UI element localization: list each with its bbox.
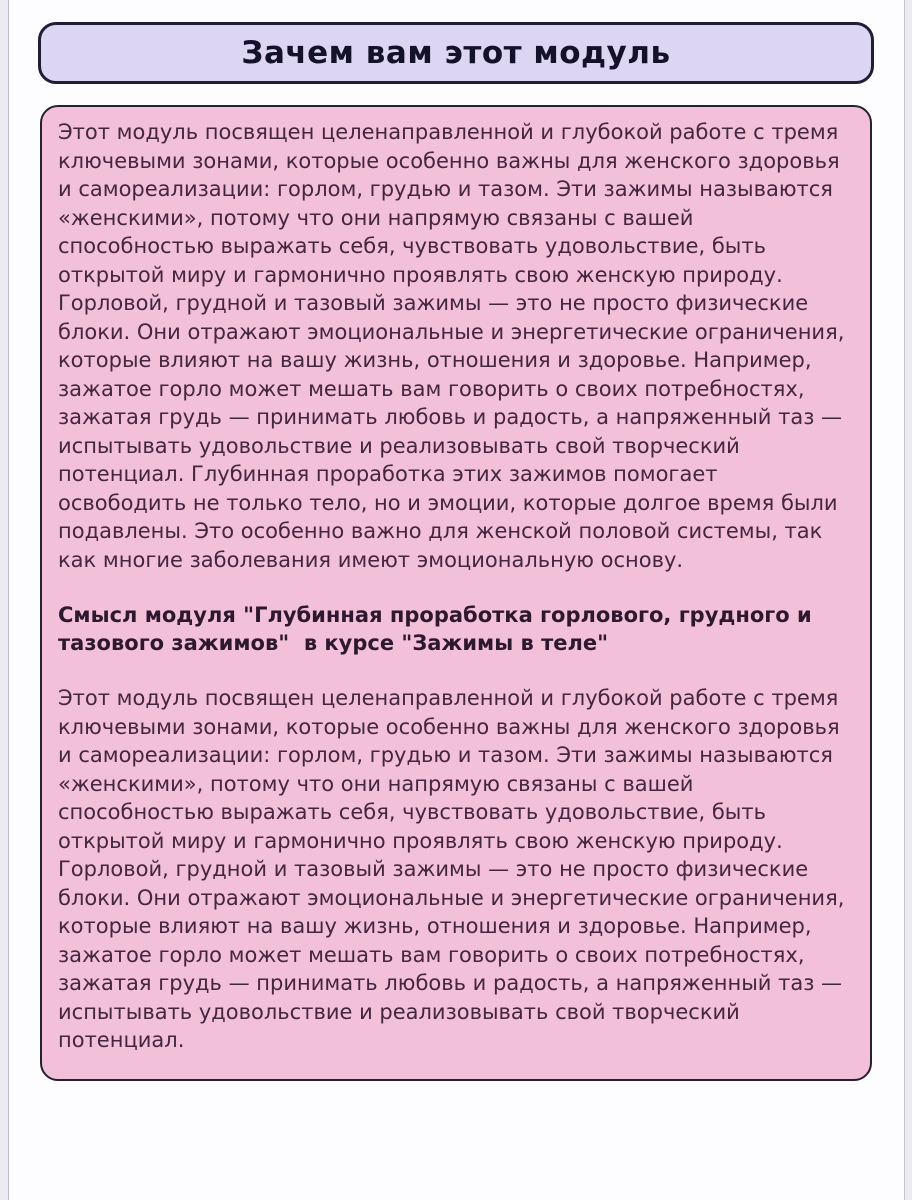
left-edge-divider <box>0 0 9 1200</box>
section-heading: Смысл модуля "Глубинная проработка горлового, грудного и тазового зажимов" в курсе "Зажимы в теле" <box>58 603 820 655</box>
paragraph-blocks: Горловой, грудной и тазовый зажимы — это не просто физические блоки. Они отражают эмоциональные и энергетические ограничения, которые влияют на вашу жизнь, отношения и здоровье. Например, зажатое горло может мешать вам говорить о своих потребностях, зажатая грудь — принимать любовь и радость, а напряженный таз — испытывать удовольствие и реализовывать свой творческий потенциал. Глубинная проработка этих зажимов помогает освободить не только тело, но и эмоции, которые долгое время были подавлены. Это особенно важно для женской половой системы, так как многие заболевания имеют эмоциональную основу. <box>58 291 852 572</box>
right-edge-divider <box>904 0 912 1200</box>
content-card <box>40 105 872 1081</box>
paragraph-intro: Этот модуль посвящен целенаправленной и глубокой работе с тремя ключевыми зонами, которые особенно важны для женского здоровья и самореализации: горлом, грудью и тазом. Эти зажимы называются «женскими», потому что они напрямую связаны с вашей способностью выражать себя, чувствовать удовольствие, быть открытой миру и гармонично проявлять свою женскую природу. <box>58 120 847 287</box>
title-card <box>38 22 874 84</box>
paragraph-intro-repeat: Этот модуль посвящен целенаправленной и глубокой работе с тремя ключевыми зонами, которые особенно важны для женского здоровья и самореализации: горлом, грудью и тазом. Эти зажимы называются «женскими», потому что они напрямую связаны с вашей способностью выражать себя, чувствовать удовольствие, быть открытой миру и гармонично проявлять свою женскую природу. <box>58 686 847 853</box>
page-title: Зачем вам этот модуль <box>241 35 671 71</box>
paragraph-blocks-repeat: Горловой, грудной и тазовый зажимы — это не просто физические блоки. Они отражают эмоциональные и энергетические ограничения, которые влияют на вашу жизнь, отношения и здоровье. Например, зажатое горло может мешать вам говорить о своих потребностях, зажатая грудь — принимать любовь и радость, а напряженный таз — испытывать удовольствие и реализовывать свой творческий потенциал. <box>58 857 852 1052</box>
